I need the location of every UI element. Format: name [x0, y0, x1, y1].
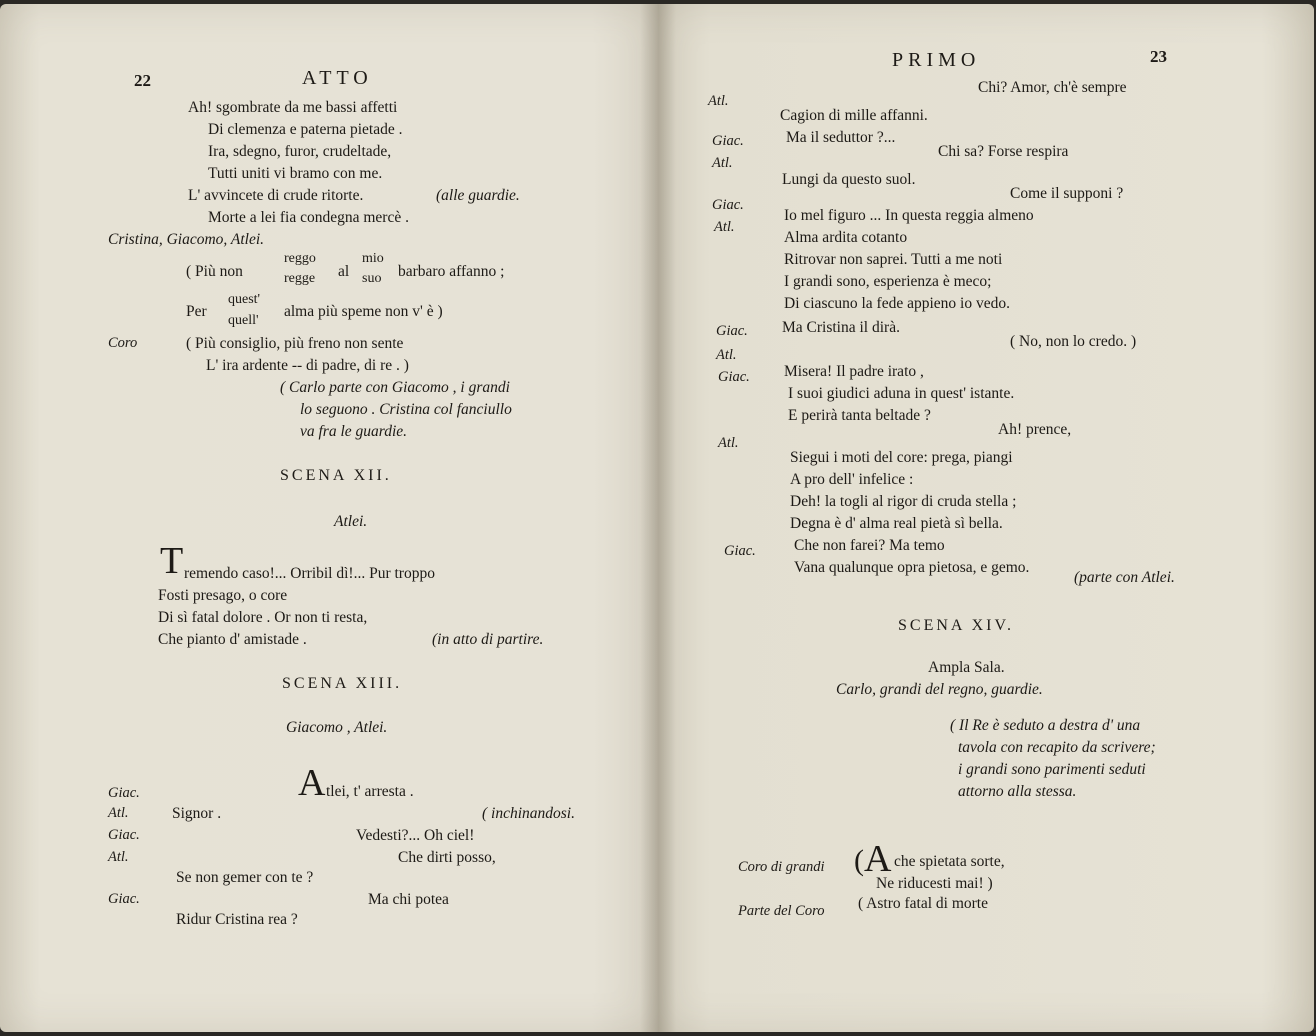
- verse-line: Deh! la togli al rigor di cruda stella ;: [790, 493, 1017, 510]
- scene-title: SCENA XIII.: [282, 675, 403, 692]
- left-page: [0, 4, 658, 1032]
- stage-direction: ( Il Re è seduto a destra d' una: [950, 717, 1141, 734]
- trio-variant-suo: suo: [362, 271, 382, 286]
- verse-line: E perirà tanta beltade ?: [788, 407, 931, 424]
- speakers-trio: Cristina, Giacomo, Atlei.: [108, 231, 265, 248]
- verse-line: Signor .: [172, 805, 222, 822]
- stage-direction: ( Carlo parte con Giacomo , i grandi: [280, 379, 510, 396]
- verse-line: Che dirti posso,: [398, 849, 496, 866]
- speaker-label: Giac.: [724, 543, 756, 559]
- verse-line: Ah! prence,: [998, 421, 1072, 438]
- verse-line: L' avvincete di crude ritorte.: [188, 187, 364, 204]
- running-head-left: ATTO: [302, 67, 373, 89]
- trio-variant-quest: quest': [228, 292, 261, 307]
- drop-cap: T: [160, 540, 184, 582]
- stage-direction: va fra le guardie.: [300, 423, 408, 440]
- trio-per: Per: [186, 303, 207, 320]
- verse-line: I suoi giudici aduna in quest' istante.: [788, 385, 1015, 402]
- drop-cap: A: [864, 838, 892, 880]
- right-page: [658, 4, 1314, 1032]
- trio-rest2: alma più speme non v' è ): [284, 303, 443, 320]
- verse-line: Cagion di mille affanni.: [780, 107, 928, 124]
- speaker-label: Giac.: [108, 827, 140, 843]
- trio-rest: barbaro affanno ;: [398, 263, 505, 280]
- verse-line: Ira, sdegno, furor, crudeltade,: [208, 143, 392, 160]
- trio-al: al: [338, 263, 350, 280]
- speaker-label: Giac.: [718, 369, 750, 385]
- verse-line: Ma Cristina il dirà.: [782, 319, 900, 336]
- verse-line: Tutti uniti vi bramo con me.: [208, 165, 383, 182]
- verse-line: Ma il seduttor ?...: [786, 129, 896, 146]
- running-head-right: PRIMO: [892, 49, 981, 71]
- verse-line: Siegui i moti del core: prega, piangi: [790, 449, 1013, 466]
- speaker-label: Giac.: [108, 785, 140, 801]
- speaker-label: Atl.: [108, 805, 129, 821]
- stage-direction: attorno alla stessa.: [958, 783, 1077, 800]
- speaker-label: Giac.: [712, 133, 744, 149]
- speaker-label: Atl.: [716, 347, 737, 363]
- speaker-label: Giac.: [712, 197, 744, 213]
- verse-line: Ridur Cristina rea ?: [176, 911, 298, 928]
- drop-cap: A: [298, 762, 326, 804]
- verse-line: Chi sa? Forse respira: [938, 143, 1069, 160]
- scene-persons: Atlei.: [334, 513, 368, 530]
- verse-line: Degna è d' alma real pietà sì bella.: [790, 515, 1003, 532]
- speaker-label: Giac.: [716, 323, 748, 339]
- page-number-right: 23: [1150, 47, 1167, 66]
- verse-line: L' ira ardente -- di padre, di re . ): [206, 357, 409, 374]
- scene-title: SCENA XII.: [280, 467, 392, 484]
- verse-line: Se non gemer con te ?: [176, 869, 314, 886]
- speaker-label: Atl.: [708, 93, 729, 109]
- verse-line: Lungi da questo suol.: [782, 171, 916, 188]
- trio-variant-mio: mio: [362, 251, 384, 266]
- trio-open: ( Più non: [186, 263, 243, 280]
- scene-persons: Carlo, grandi del regno, guardie.: [836, 681, 1043, 698]
- verse-line: Di clemenza e paterna pietade .: [208, 121, 403, 138]
- verse-line: Morte a lei fia condegna mercè .: [208, 209, 409, 226]
- verse-line: Vedesti?... Oh ciel!: [356, 827, 475, 844]
- speaker-label: Atl.: [714, 219, 735, 235]
- verse-line: Fosti presago, o core: [158, 587, 288, 604]
- verse-line: tlei, t' arresta .: [326, 783, 414, 800]
- speaker-label: Atl.: [108, 849, 129, 865]
- bracket-glyph: (: [854, 844, 864, 877]
- verse-line: Ah! sgombrate da me bassi affetti: [188, 99, 398, 116]
- verse-line: ( Più consiglio, più freno non sente: [186, 335, 404, 352]
- stage-direction: (in atto di partire.: [432, 631, 544, 648]
- verse-line: Io mel figuro ... In questa reggia almeno: [784, 207, 1034, 224]
- verse-line: A pro dell' infelice :: [790, 471, 914, 488]
- verse-line: Di sì fatal dolore . Or non ti resta,: [158, 609, 368, 626]
- page-number-left: 22: [134, 71, 151, 90]
- stage-direction: ( inchinandosi.: [482, 805, 575, 822]
- scene-title: SCENA XIV.: [898, 617, 1014, 634]
- verse-line: Ma chi potea: [368, 891, 449, 908]
- stage-direction: lo seguono . Cristina col fanciullo: [300, 401, 512, 418]
- verse-line: Che pianto d' amistade .: [158, 631, 307, 648]
- stage-direction: i grandi sono parimenti seduti: [958, 761, 1146, 778]
- verse-line: che spietata sorte,: [894, 853, 1005, 870]
- verse-line: remendo caso!... Orribil dì!... Pur troppo: [184, 565, 435, 582]
- speaker-label: Atl.: [718, 435, 739, 451]
- verse-line: Chi? Amor, ch'è sempre: [978, 79, 1127, 96]
- trio-variant-reggo: reggo: [284, 251, 316, 266]
- gutter-shadow: [640, 4, 676, 1032]
- stage-direction: tavola con recapito da scrivere;: [958, 739, 1156, 756]
- trio-variant-regge: regge: [284, 271, 316, 286]
- verse-line: Alma ardita cotanto: [784, 229, 908, 246]
- stage-direction: (alle guardie.: [436, 187, 520, 204]
- verse-line: Ne riducesti mai! ): [876, 875, 993, 892]
- speaker-label: Coro di grandi: [738, 859, 825, 875]
- speaker-label: Coro: [108, 335, 138, 351]
- verse-line: ( No, non lo credo. ): [1010, 333, 1137, 350]
- verse-line: Che non farei? Ma temo: [794, 537, 945, 554]
- scene-persons: Giacomo , Atlei.: [286, 719, 388, 736]
- speaker-label: Giac.: [108, 891, 140, 907]
- verse-line: Come il supponi ?: [1010, 185, 1124, 202]
- verse-line: ( Astro fatal di morte: [858, 895, 988, 912]
- verse-line: Misera! Il padre irato ,: [784, 363, 924, 380]
- verse-line: Ritrovar non saprei. Tutti a me noti: [784, 251, 1003, 268]
- trio-variant-quell: quell': [228, 313, 259, 328]
- verse-line: Di ciascuno la fede appieno io vedo.: [784, 295, 1010, 312]
- speaker-label: Parte del Coro: [738, 903, 825, 919]
- speaker-label: Atl.: [712, 155, 733, 171]
- scene-place: Ampla Sala.: [928, 659, 1005, 676]
- verse-line: Vana qualunque opra pietosa, e gemo.: [794, 559, 1030, 576]
- verse-line: I grandi sono, esperienza è meco;: [784, 273, 992, 290]
- stage-direction: (parte con Atlei.: [1074, 569, 1175, 586]
